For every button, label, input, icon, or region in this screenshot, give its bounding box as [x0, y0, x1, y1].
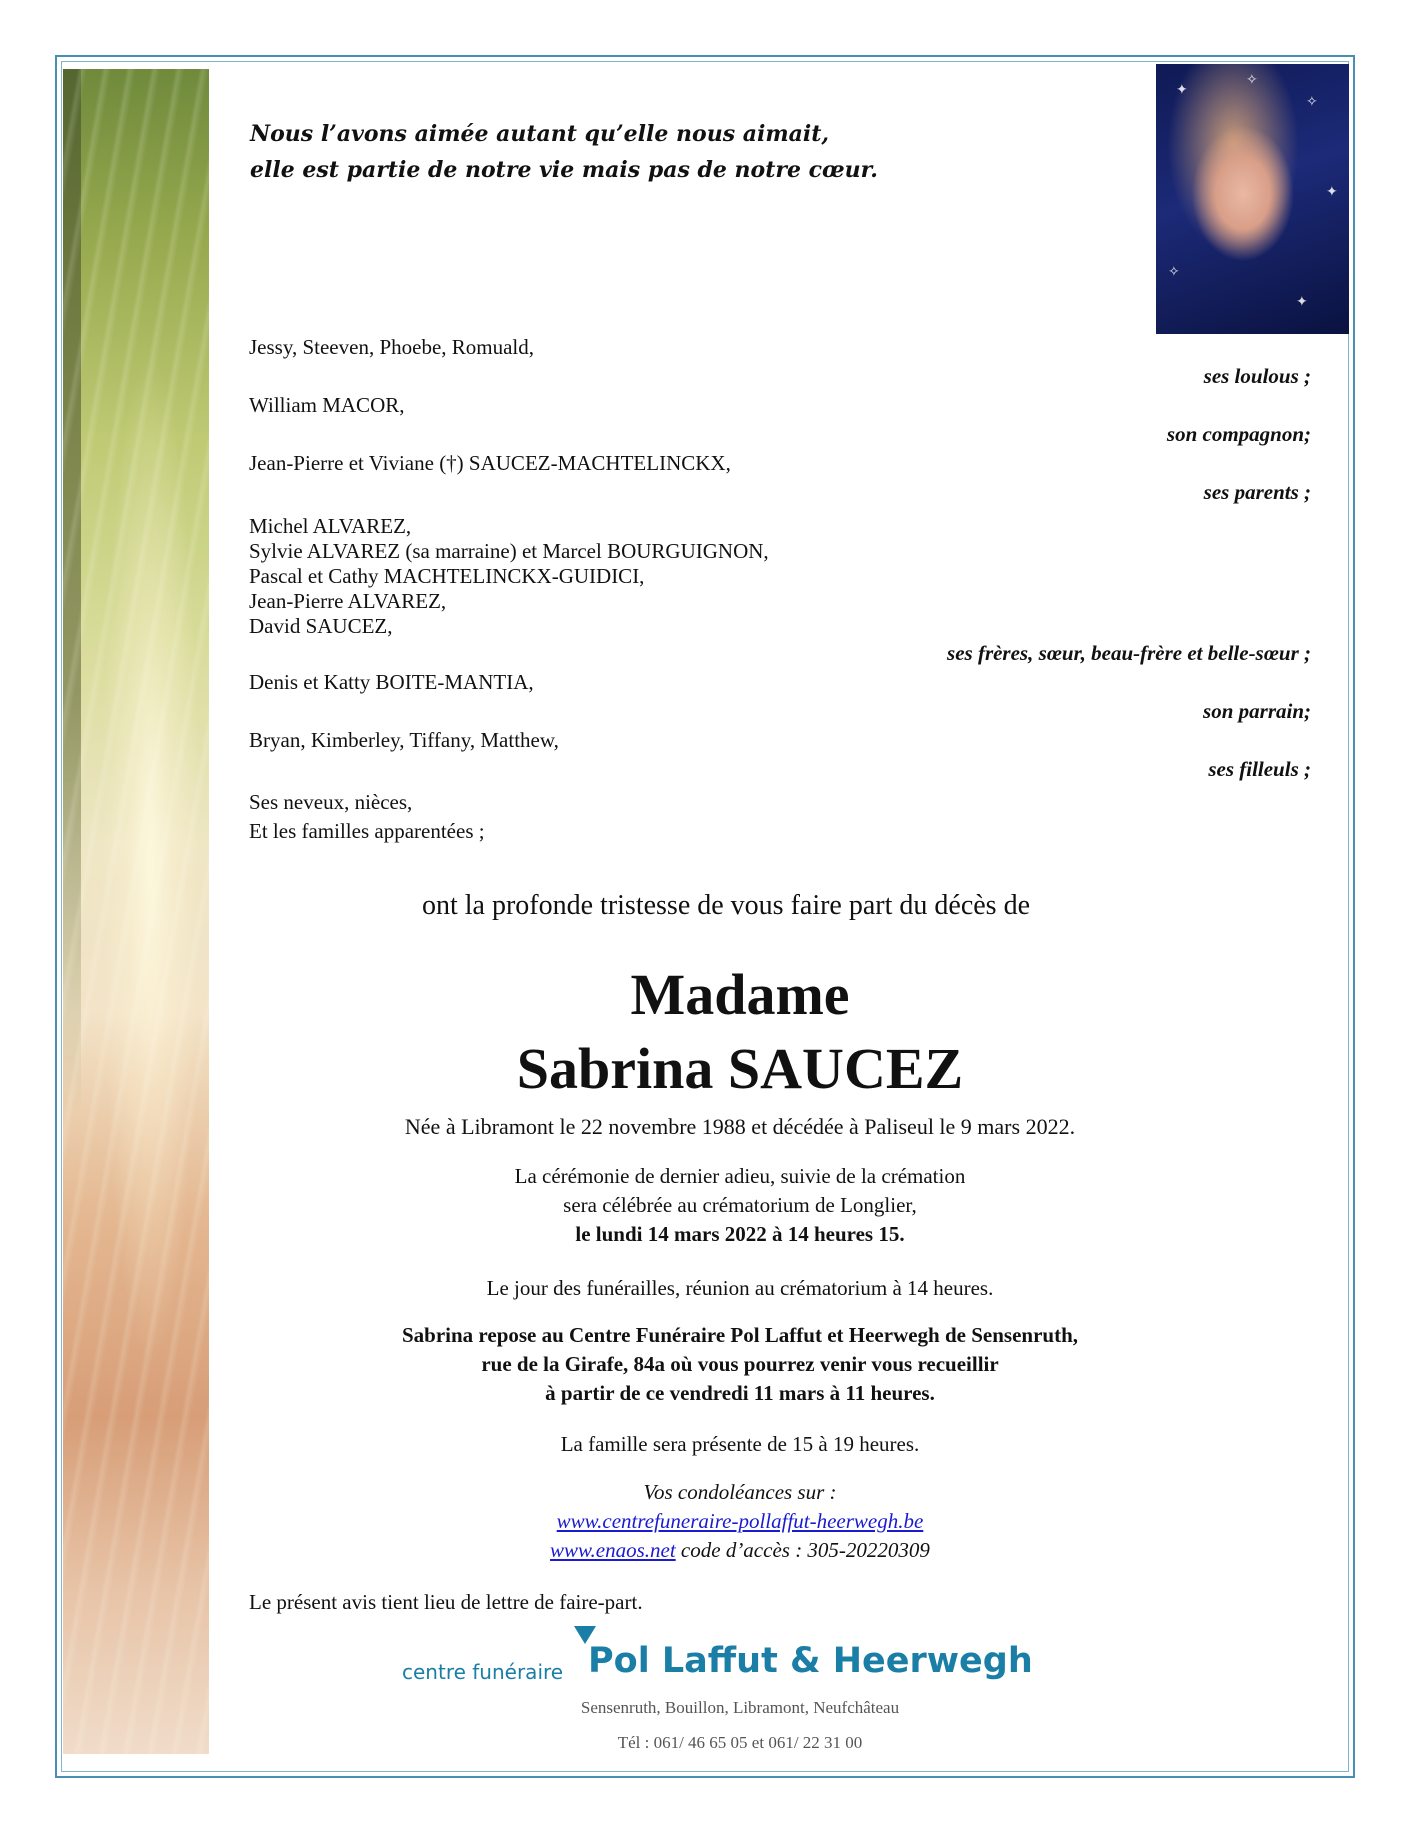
condolences-label: Vos condoléances sur :	[643, 1480, 837, 1504]
visitation-info	[250, 1321, 1230, 1408]
family-group-loulous	[249, 333, 1311, 362]
family-group-parents	[249, 449, 1311, 478]
family-names: Jean-Pierre et Viviane (†) SAUCEZ-MACHTELINCKX,	[249, 451, 731, 475]
closing-note: Le présent avis tient lieu de lettre de faire-part.	[249, 1590, 643, 1614]
quote-line-1: Nous l’avons aimée autant qu’elle nous aimait,	[250, 121, 830, 147]
visitation-line-3: à partir de ce vendredi 11 mars à 11 heures.	[545, 1381, 935, 1405]
family-names: Pascal et Cathy MACHTELINCKX-GUIDICI,	[249, 564, 645, 588]
family-group-others	[249, 788, 1311, 846]
logo-subtitle: centre funéraire	[402, 1660, 564, 1684]
family-names: Sylvie ALVAREZ (sa marraine) et Marcel BOURGUIGNON,	[249, 539, 769, 563]
ceremony-line-2: sera célébrée au crématorium de Longlier,	[563, 1193, 917, 1217]
family-group-siblings	[249, 514, 1311, 639]
deceased-name-block	[250, 960, 1230, 1108]
ceremony-line-1: La cérémonie de dernier adieu, suivie de la crémation	[514, 1164, 966, 1188]
funeral-home-logo	[400, 1624, 1040, 1684]
announcement-text: ont la profonde tristesse de vous faire part du décès de	[421, 890, 1030, 921]
family-names: David SAUCEZ,	[249, 614, 393, 638]
family-role: son parrain;	[1203, 699, 1311, 723]
family-group-parrain	[249, 668, 1311, 697]
family-role: ses loulous ;	[1203, 364, 1311, 388]
quote-line-2: elle est partie de notre vie mais pas de notre cœur.	[250, 157, 878, 183]
condolences-link-1[interactable]: www.centrefuneraire-pollaffut-heerwegh.be	[556, 1509, 924, 1533]
meeting-info: Le jour des funérailles, réunion au crématorium à 14 heures.	[486, 1276, 994, 1300]
family-role: ses parents ;	[1203, 480, 1311, 504]
family-group-filleuls	[249, 726, 1311, 755]
memorial-quote	[250, 116, 950, 188]
family-role: son compagnon;	[1166, 422, 1311, 446]
logo-phone: Tél : 061/ 46 65 05 et 061/ 22 31 00	[617, 1733, 863, 1752]
family-names: Jean-Pierre ALVAREZ,	[249, 589, 447, 613]
ceremony-datetime: le lundi 14 mars 2022 à 14 heures 15.	[575, 1222, 905, 1246]
deceased-name: Sabrina SAUCEZ	[516, 1036, 964, 1101]
family-role: ses frères, sœur, beau-frère et belle-sœur ;	[947, 641, 1311, 665]
condolences-link-2[interactable]: www.enaos.net	[550, 1538, 676, 1562]
family-names: Denis et Katty BOITE-MANTIA,	[249, 670, 534, 694]
family-names: Ses neveux, nièces,	[249, 790, 413, 814]
visitation-line-1: Sabrina repose au Centre Funéraire Pol Laffut et Heerwegh de Sensenruth,	[401, 1323, 1079, 1347]
announcement	[0, 890, 1416, 922]
family-list	[249, 333, 1311, 846]
family-group-compagnon	[249, 391, 1311, 420]
access-code: code d’accès : 305-20220309	[675, 1538, 930, 1562]
family-names: Jessy, Steeven, Phoebe, Romuald,	[249, 335, 535, 359]
logo-locations: Sensenruth, Bouillon, Libramont, Neufchâteau	[580, 1698, 900, 1717]
logo-name: Pol Laffut & Heerwegh	[588, 1641, 1033, 1681]
family-names: Et les familles apparentées ;	[249, 819, 485, 843]
family-names: Michel ALVAREZ,	[249, 514, 412, 538]
ceremony-info	[250, 1162, 1230, 1249]
family-names: Bryan, Kimberley, Tiffany, Matthew,	[249, 728, 559, 752]
deceased-title: Madame	[630, 962, 850, 1027]
birth-death-dates: Née à Libramont le 22 novembre 1988 et décédée à Paliseul le 9 mars 2022.	[404, 1114, 1076, 1139]
portrait-photo: ✦ ✧ ✦ ✧ ✦ ✧	[1156, 64, 1349, 334]
condolences-block	[250, 1478, 1230, 1565]
visitation-line-2: rue de la Girafe, 84a où vous pourrez venir vous recueillir	[481, 1352, 999, 1376]
family-role: ses filleuls ;	[1208, 757, 1311, 781]
family-presence-info: La famille sera présente de 15 à 19 heures.	[560, 1432, 920, 1456]
family-names: William MACOR,	[249, 393, 405, 417]
